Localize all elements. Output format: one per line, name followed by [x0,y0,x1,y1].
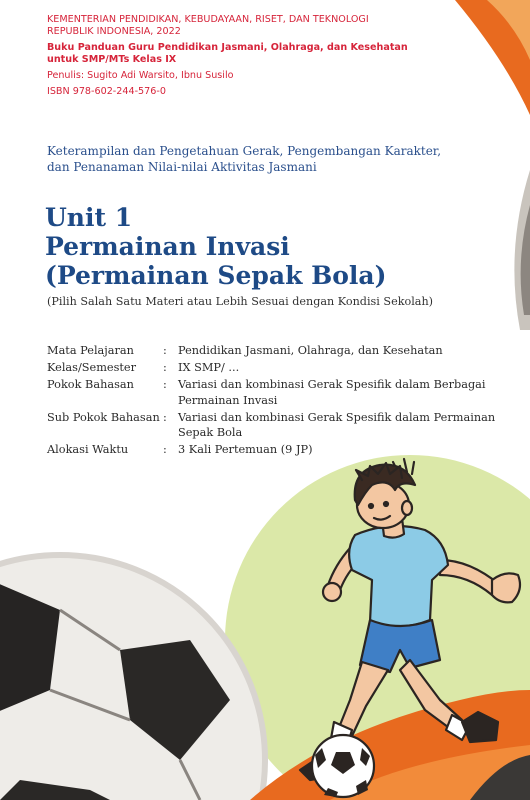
info-colon: : [163,344,167,357]
soccer-ball-icon [312,735,374,797]
info-value: Variasi dan kombinasi Gerak Spesifik dalam Berbagai Permainan Invasi [178,378,486,407]
info-value: Variasi dan kombinasi Gerak Spesifik dalam Permainan Sepak Bola [178,410,496,439]
unit-number: Unit 1 [45,203,133,232]
info-colon: : [163,361,167,374]
authors: Penulis: Sugito Adi Warsito, Ibnu Susilo [47,70,234,81]
info-label: Pokok Bahasan [47,378,134,391]
info-label: Alokasi Waktu [47,443,129,456]
info-label: Sub Pokok Bahasan [47,410,160,424]
info-label: Kelas/Semester [47,361,137,374]
info-value: 3 Kali Pertemuan (9 JP) [178,443,313,456]
unit-subname: (Permainan Sepak Bola) [45,261,387,290]
isbn: ISBN 978-602-244-576-0 [47,86,166,97]
ministry-name: KEMENTERIAN PENDIDIKAN, KEBUDAYAAN, RISET, DAN TEKNOLOGI [47,14,369,25]
subtitle-line1: Keterampilan dan Pengetahuan Gerak, Pengembangan Karakter, [47,144,442,158]
info-colon: : [163,443,167,456]
unit-name: Permainan Invasi [45,232,290,261]
info-colon: : [163,378,167,391]
subtitle-line2: dan Penanaman Nilai-nilai Aktivitas Jasmani [47,160,317,174]
book-title-line2: untuk SMP/MTs Kelas IX [47,54,177,65]
info-value: Pendidikan Jasmani, Olahraga, dan Kesehatan [178,344,443,357]
info-colon: : [163,410,167,424]
selection-note: (Pilih Salah Satu Materi atau Lebih Sesuai dengan Kondisi Sekolah) [47,295,434,308]
book-title-line1: Buku Panduan Guru Pendidikan Jasmani, Olahraga, dan Kesehatan [47,42,408,53]
info-value: IX SMP/ ... [178,361,240,374]
publication-year: REPUBLIK INDONESIA, 2022 [47,26,181,37]
info-label: Mata Pelajaran [47,344,134,357]
